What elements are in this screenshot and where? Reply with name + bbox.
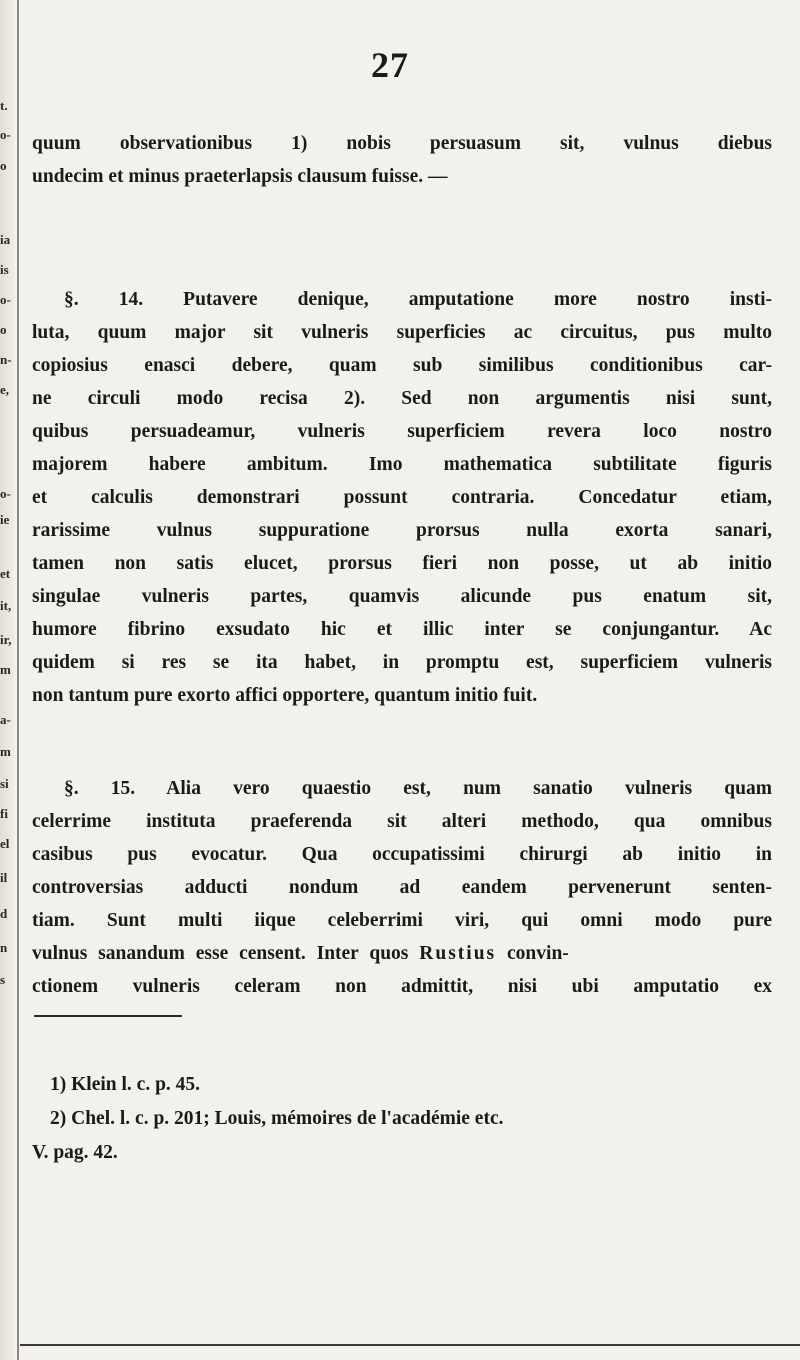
margin-fragment: n — [0, 940, 8, 955]
footnote-2-continuation: V. pag. 42. — [32, 1142, 118, 1163]
section-15-paragraph — [32, 772, 772, 1003]
margin-fragment: o- — [0, 127, 11, 142]
section-14-paragraph — [32, 283, 772, 712]
text-line: §. 14. Putavere denique, amputatione more nostro insti- — [64, 289, 772, 310]
text-line: et calculis demonstrari possunt contraria. Concedatur etiam, — [32, 487, 772, 508]
text-line: quum observationibus 1) nobis persuasum sit, vulnus diebus — [32, 133, 772, 154]
footnote-1: 1) Klein l. c. p. 45. — [50, 1074, 201, 1095]
text-line: copiosius enasci debere, quam sub similibus conditionibus car- — [32, 355, 772, 376]
margin-fragment: s — [0, 972, 6, 987]
text-line: rarissime vulnus suppuratione prorsus nulla exorta sanari, — [32, 520, 772, 541]
text-line: singulae vulneris partes, quamvis alicunde pus enatum sit, — [32, 586, 772, 607]
text-line: quidem si res se ita habet, in promptu est, superficiem vulneris — [32, 652, 772, 673]
text-line: majorem habere ambitum. Imo mathematica subtilitate figuris — [32, 454, 772, 475]
author-name-rustius: Rustius — [419, 943, 497, 964]
margin-fragment: il — [0, 870, 8, 885]
left-margin-gutter — [0, 0, 14, 1360]
text-line: non tantum pure exorto affici opportere, quantum initio fuit. — [32, 685, 538, 706]
text-line — [32, 937, 772, 970]
text-line: ctionem vulneris celeram non admittit, nisi ubi amputatio ex — [32, 976, 772, 997]
page-number: 27 — [371, 45, 409, 85]
text-line: quibus persuadeamur, vulneris superficiem revera loco nostro — [32, 421, 772, 442]
text-line: ne circuli modo recisa 2). Sed non argumentis nisi sunt, — [32, 388, 772, 409]
footnote-2: 2) Chel. l. c. p. 201; Louis, mémoires de l'académie etc. — [50, 1108, 504, 1129]
paragraph-continuation — [32, 127, 772, 193]
margin-fragment: fi — [0, 806, 8, 821]
margin-fragment: ir, — [0, 632, 12, 647]
margin-fragment: n- — [0, 352, 12, 367]
margin-fragment: m — [0, 744, 11, 759]
margin-fragment: o- — [0, 486, 11, 501]
text-line: casibus pus evocatur. Qua occupatissimi chirurgi ab initio in — [32, 844, 772, 865]
text-line: celerrime instituta praeferenda sit alteri methodo, qua omnibus — [32, 811, 772, 832]
text-line: undecim et minus praeterlapsis clausum fuisse. — — [32, 166, 448, 187]
margin-fragment: o — [0, 158, 7, 173]
margin-fragment: it, — [0, 598, 12, 613]
margin-fragment: et — [0, 566, 11, 581]
footnote-separator-rule — [34, 1015, 182, 1017]
text-line: tamen non satis elucet, prorsus fieri non posse, ut ab initio — [32, 553, 772, 574]
page-bottom-edge — [20, 1344, 800, 1346]
margin-fragment: si — [0, 776, 9, 791]
margin-fragment: is — [0, 262, 9, 277]
margin-fragment: m — [0, 662, 11, 677]
margin-fragment: a- — [0, 712, 11, 727]
footnotes — [32, 1068, 772, 1170]
margin-fragment: ie — [0, 512, 10, 527]
margin-fragment: t. — [0, 98, 8, 113]
margin-fragment: ia — [0, 232, 11, 247]
margin-fragment: el — [0, 836, 10, 851]
margin-fragment: d — [0, 906, 8, 921]
text-segment: convin- — [507, 943, 569, 964]
margin-fragment: o — [0, 322, 7, 337]
margin-fragment: o- — [0, 292, 11, 307]
margin-fragment: e, — [0, 382, 10, 397]
text-line: humore fibrino exsudato hic et illic inter se conjungantur. Ac — [32, 619, 772, 640]
binding-edge-line — [17, 0, 19, 1360]
text-line: tiam. Sunt multi iique celeberrimi viri, qui omni modo pure — [32, 910, 772, 931]
text-line: luta, quum major sit vulneris superficies ac circuitus, pus multo — [32, 322, 772, 343]
text-line: controversias adducti nondum ad eandem pervenerunt senten- — [32, 877, 772, 898]
text-segment: vulnus sanandum esse censent. Inter quos — [32, 943, 409, 964]
text-line: §. 15. Alia vero quaestio est, num sanatio vulneris quam — [64, 778, 772, 799]
